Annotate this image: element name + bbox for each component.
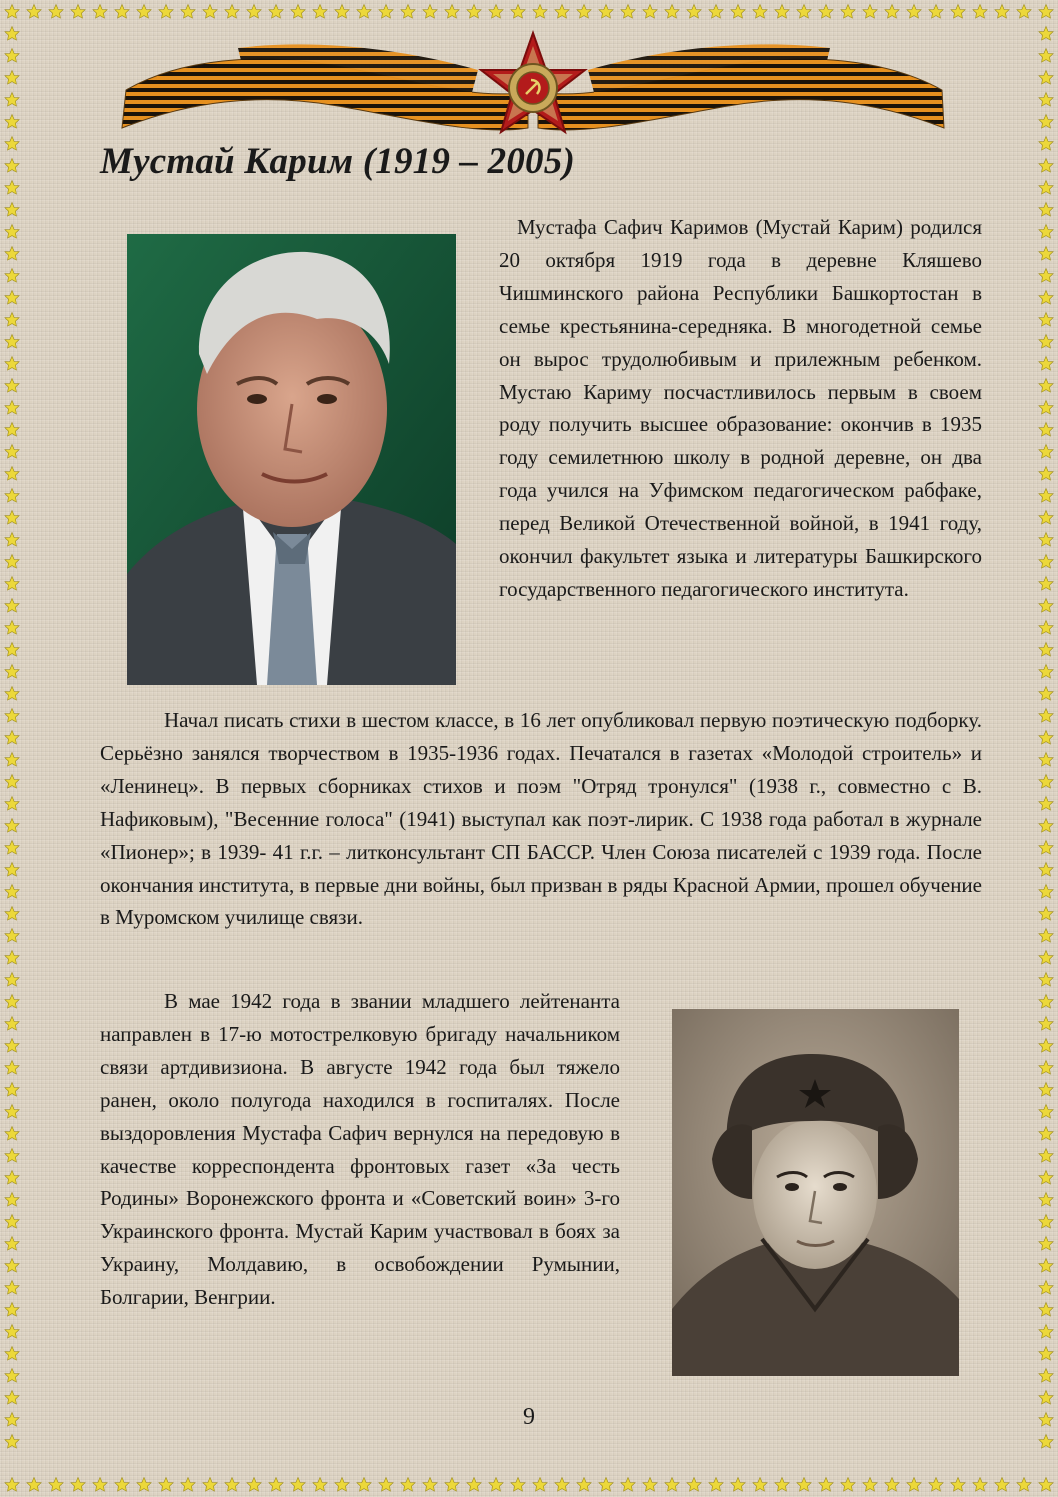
page-number: 9: [523, 1404, 535, 1430]
st-george-ribbon: [118, 30, 948, 140]
intro-paragraph: Мустафа Сафич Каримов (Мустай Карим) родился 20 октября 1919 года в деревне Кляшево Чишминского района Республики Башкортостан в семье крестьянина-середняка. В многодетной семье он вырос трудолюбивым и прилежным ребенком. Мустаю Кариму посчастливилось первым в своем роду получить высшее образование: окончив в 1935 году семилетнюю школу в родной деревне, он два года учился на Уфимском педагогическом рабфаке, перед Великой Отечественной войной, в 1941 году, окончил факультет языка и литературы Башкирского государственного педагогического института.: [499, 215, 982, 601]
star-icon: [1039, 1259, 1053, 1273]
star-icon: [1039, 599, 1053, 613]
star-icon: [1039, 467, 1053, 481]
star-icon: [1039, 379, 1053, 393]
star-icon: [1039, 137, 1053, 151]
star-icon: [5, 5, 19, 19]
star-icon: [5, 819, 19, 833]
star-icon: [5, 1193, 19, 1207]
star-icon: [577, 1478, 591, 1492]
star-icon: [5, 1061, 19, 1075]
star-icon: [1039, 49, 1053, 63]
star-icon: [555, 5, 569, 19]
star-icon: [445, 1478, 459, 1492]
star-icon: [93, 5, 107, 19]
star-icon: [5, 1083, 19, 1097]
star-icon: [995, 1478, 1009, 1492]
star-icon: [5, 1149, 19, 1163]
star-icon: [1039, 203, 1053, 217]
star-icon: [159, 5, 173, 19]
star-icon: [1039, 1017, 1053, 1031]
star-icon: [1017, 1478, 1031, 1492]
star-icon: [5, 467, 19, 481]
star-icon: [313, 5, 327, 19]
star-icon: [511, 5, 525, 19]
star-icon: [5, 775, 19, 789]
star-icon: [5, 1017, 19, 1031]
star-icon: [1039, 621, 1053, 635]
star-icon: [115, 5, 129, 19]
star-icon: [1039, 973, 1053, 987]
star-icon: [533, 1478, 547, 1492]
star-icon: [5, 1303, 19, 1317]
star-icon: [5, 71, 19, 85]
star-icon: [159, 1478, 173, 1492]
star-icon: [5, 1237, 19, 1251]
star-icon: [885, 1478, 899, 1492]
star-icon: [753, 5, 767, 19]
star-icon: [1039, 1149, 1053, 1163]
star-icon: [1039, 775, 1053, 789]
star-icon: [489, 1478, 503, 1492]
star-icon: [5, 445, 19, 459]
star-icon: [1039, 1303, 1053, 1317]
star-icon: [335, 1478, 349, 1492]
star-icon: [5, 401, 19, 415]
star-icon: [1039, 1061, 1053, 1075]
star-icon: [27, 5, 41, 19]
star-icon: [1039, 1435, 1053, 1449]
star-icon: [709, 1478, 723, 1492]
star-icon: [137, 1478, 151, 1492]
star-icon: [885, 5, 899, 19]
star-icon: [5, 137, 19, 151]
star-icon: [643, 1478, 657, 1492]
star-icon: [1039, 687, 1053, 701]
star-icon: [841, 5, 855, 19]
star-icon: [1039, 247, 1053, 261]
star-icon: [203, 1478, 217, 1492]
star-icon: [511, 1478, 525, 1492]
star-icon: [951, 1478, 965, 1492]
star-icon: [225, 5, 239, 19]
star-icon: [5, 731, 19, 745]
star-icon: [1039, 819, 1053, 833]
star-icon: [1017, 5, 1031, 19]
star-icon: [1039, 533, 1053, 547]
star-icon: [5, 93, 19, 107]
star-icon: [5, 181, 19, 195]
star-icon: [49, 5, 63, 19]
star-icon: [1039, 1127, 1053, 1141]
star-icon: [1039, 335, 1053, 349]
star-icon: [929, 5, 943, 19]
star-icon: [5, 1478, 19, 1492]
star-icon: [1039, 709, 1053, 723]
star-icon: [71, 5, 85, 19]
star-icon: [687, 5, 701, 19]
star-icon: [973, 1478, 987, 1492]
star-icon: [5, 423, 19, 437]
star-icon: [709, 5, 723, 19]
star-icon: [1039, 1325, 1053, 1339]
star-icon: [5, 687, 19, 701]
star-icon: [1039, 665, 1053, 679]
star-icon: [1039, 357, 1053, 371]
star-icon: [423, 5, 437, 19]
star-icon: [401, 5, 415, 19]
star-icon: [27, 1478, 41, 1492]
star-icon: [5, 863, 19, 877]
star-icon: [1039, 929, 1053, 943]
star-icon: [1039, 907, 1053, 921]
star-icon: [357, 5, 371, 19]
star-icon: [1039, 643, 1053, 657]
star-icon: [247, 5, 261, 19]
career-paragraph: Начал писать стихи в шестом классе, в 16 лет опубликовал первую поэтическую подборку. Серьёзно занялся творчеством в 1935-1936 годах. Печатался в газетах «Молодой строитель» и «Ленинец». В первых сборниках стихов и поэм "Отряд тронулся" (1938 г., совместно с В. Нафиковым), "Весенние голоса" (1941) выступал как поэт-лирик. С 1938 года работал в журнале «Пионер»; в 1939- 41 г.г. – литконсультант СП БАССР. Член Союза писателей с 1939 года. После окончания института, в первые дни войны, был призван в ряды Красной Армии, прошел обучение в Муромском училище связи.: [100, 708, 982, 930]
star-icon: [467, 1478, 481, 1492]
portrait-photo-elderly: [127, 234, 456, 685]
star-icon: [1039, 885, 1053, 899]
star-icon: [93, 1478, 107, 1492]
star-icon: [841, 1478, 855, 1492]
star-icon: [5, 1435, 19, 1449]
star-icon: [775, 5, 789, 19]
star-icon: [1039, 269, 1053, 283]
star-icon: [401, 1478, 415, 1492]
star-icon: [1039, 93, 1053, 107]
star-icon: [973, 5, 987, 19]
star-icon: [929, 1478, 943, 1492]
star-icon: [379, 5, 393, 19]
star-icon: [5, 335, 19, 349]
star-icon: [181, 5, 195, 19]
star-icon: [5, 1259, 19, 1273]
star-icon: [5, 797, 19, 811]
star-icon: [115, 1478, 129, 1492]
star-icon: [621, 1478, 635, 1492]
star-icon: [5, 291, 19, 305]
star-icon: [1039, 489, 1053, 503]
star-icon: [5, 357, 19, 371]
star-icon: [687, 1478, 701, 1492]
star-icon: [1039, 753, 1053, 767]
star-icon: [1039, 863, 1053, 877]
star-icon: [951, 5, 965, 19]
star-icon: [621, 5, 635, 19]
star-icon: [5, 115, 19, 129]
star-icon: [5, 27, 19, 41]
star-icon: [5, 709, 19, 723]
star-icon: [203, 5, 217, 19]
star-icon: [1039, 1347, 1053, 1361]
star-icon: [819, 5, 833, 19]
star-icon: [5, 533, 19, 547]
star-icon: [5, 555, 19, 569]
star-icon: [5, 1369, 19, 1383]
star-icon: [863, 5, 877, 19]
star-icon: [5, 753, 19, 767]
star-icon: [5, 621, 19, 635]
star-icon: [1039, 313, 1053, 327]
star-icon: [379, 1478, 393, 1492]
star-icon: [1039, 951, 1053, 965]
star-icon: [599, 5, 613, 19]
star-icon: [445, 5, 459, 19]
star-icon: [269, 1478, 283, 1492]
star-icon: [1039, 159, 1053, 173]
star-icon: [5, 489, 19, 503]
star-icon: [5, 929, 19, 943]
page-title: Мустай Карим (1919 – 2005): [100, 141, 575, 182]
star-icon: [5, 1127, 19, 1141]
star-icon: [577, 5, 591, 19]
star-icon: [1039, 555, 1053, 569]
star-icon: [291, 1478, 305, 1492]
star-icon: [5, 885, 19, 899]
star-icon: [731, 1478, 745, 1492]
star-icon: [665, 5, 679, 19]
star-icon: [1039, 577, 1053, 591]
star-icon: [643, 5, 657, 19]
star-icon: [5, 49, 19, 63]
star-icon: [907, 5, 921, 19]
star-icon: [1039, 841, 1053, 855]
star-icon: [269, 5, 283, 19]
star-icon: [313, 1478, 327, 1492]
star-icon: [731, 5, 745, 19]
star-icon: [1039, 1171, 1053, 1185]
star-icon: [5, 643, 19, 657]
star-icon: [357, 1478, 371, 1492]
star-icon: [1039, 1083, 1053, 1097]
star-icon: [5, 247, 19, 261]
star-icon: [5, 1391, 19, 1405]
star-icon: [5, 951, 19, 965]
star-icon: [1039, 445, 1053, 459]
star-icon: [291, 5, 305, 19]
star-icon: [49, 1478, 63, 1492]
star-icon: [665, 1478, 679, 1492]
star-icon: [225, 1478, 239, 1492]
star-icon: [467, 5, 481, 19]
star-icon: [863, 1478, 877, 1492]
star-icon: [335, 5, 349, 19]
star-icon: [1039, 1039, 1053, 1053]
star-icon: [5, 577, 19, 591]
star-icon: [5, 841, 19, 855]
star-icon: [907, 1478, 921, 1492]
star-icon: [5, 379, 19, 393]
star-icon: [137, 5, 151, 19]
star-icon: [555, 1478, 569, 1492]
star-icon: [5, 1347, 19, 1361]
star-icon: [1039, 291, 1053, 305]
star-icon: [1039, 71, 1053, 85]
star-icon: [5, 1281, 19, 1295]
star-icon: [71, 1478, 85, 1492]
star-icon: [1039, 181, 1053, 195]
star-icon: [181, 1478, 195, 1492]
star-icon: [995, 5, 1009, 19]
star-icon: [1039, 1478, 1053, 1492]
star-icon: [1039, 27, 1053, 41]
portrait-photo-soldier: [672, 1009, 959, 1376]
star-icon: [5, 269, 19, 283]
star-icon: [1039, 401, 1053, 415]
star-icon: [489, 5, 503, 19]
star-icon: [5, 225, 19, 239]
star-icon: [5, 599, 19, 613]
star-icon: [5, 1105, 19, 1119]
star-icon: [775, 1478, 789, 1492]
star-icon: [5, 907, 19, 921]
star-icon: [1039, 1193, 1053, 1207]
star-icon: [533, 5, 547, 19]
star-icon: [1039, 225, 1053, 239]
star-icon: [1039, 1369, 1053, 1383]
star-icon: [1039, 1281, 1053, 1295]
star-icon: [5, 973, 19, 987]
star-icon: [753, 1478, 767, 1492]
star-icon: [797, 1478, 811, 1492]
war-paragraph: В мае 1942 года в звании младшего лейтенанта направлен в 17-ю мотострелковую бригаду начальником связи артдивизиона. В августе 1942 года был тяжело ранен, около полугода находился в госпиталях. После выздоровления Мустафа Сафич вернулся на передовую в качестве корреспондента фронтовых газет «За честь Родины» Воронежского фронта и «Советский воин» 3-го Украинского фронта. Мустай Карим участвовал в боях за Украину, Молдавию, в освобождении Румынии, Болгарии, Венгрии.: [100, 989, 620, 1310]
star-icon: [1039, 1215, 1053, 1229]
star-icon: [5, 1325, 19, 1339]
star-icon: [1039, 423, 1053, 437]
star-icon: [819, 1478, 833, 1492]
star-icon: [5, 511, 19, 525]
star-icon: [1039, 115, 1053, 129]
star-icon: [1039, 1105, 1053, 1119]
star-icon: [5, 1215, 19, 1229]
star-icon: [1039, 731, 1053, 745]
star-icon: [599, 1478, 613, 1492]
star-icon: [1039, 511, 1053, 525]
star-icon: [1039, 797, 1053, 811]
star-icon: [247, 1478, 261, 1492]
star-icon: [5, 203, 19, 217]
star-icon: [1039, 995, 1053, 1009]
star-icon: [1039, 1237, 1053, 1251]
star-icon: [1039, 5, 1053, 19]
star-icon: [423, 1478, 437, 1492]
star-icon: [5, 159, 19, 173]
star-icon: [5, 313, 19, 327]
star-icon: [1039, 1391, 1053, 1405]
star-icon: [5, 1039, 19, 1053]
star-icon: [5, 995, 19, 1009]
star-icon: [797, 5, 811, 19]
star-icon: [5, 665, 19, 679]
star-icon: [5, 1171, 19, 1185]
